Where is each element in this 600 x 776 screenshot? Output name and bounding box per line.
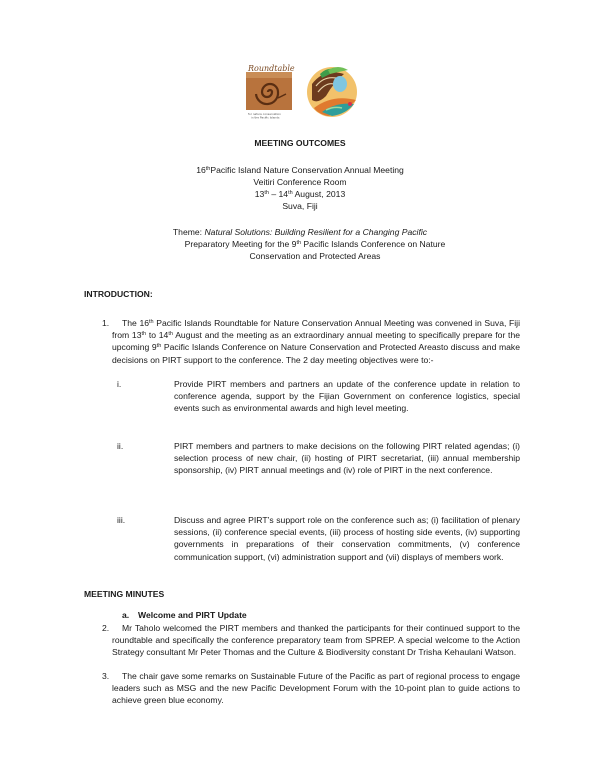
objective-numeral: iii.: [117, 515, 126, 525]
document-title: MEETING OUTCOMES: [254, 138, 346, 148]
meeting-name-text: Pacific Island Nature Conservation Annual Meeting: [210, 165, 404, 175]
ordinal-suffix: th: [141, 331, 147, 338]
objective-text: PIRT members and partners to make decisions on the following PIRT related agendas; (i) selection process of new chair, (ii) hosting of PIRT secretariat, (iii) annual membership sponsorship, (iv) PIRT annual meetings and (iv) role of PIRT in the next conference.: [174, 441, 520, 476]
theme: [0, 226, 600, 238]
preparatory-meeting-line: [160, 238, 470, 262]
objective-numeral: i.: [117, 379, 122, 389]
paragraph-text: The chair gave some remarks on Sustainable Future of the Pacific as part of regional process to engage leaders such as MSG and the new Pacific Development Forum with the 10-point plan to guide actions to achieve green blue economy.: [112, 671, 520, 706]
introduction-heading: INTRODUCTION:: [84, 289, 153, 299]
meeting-minutes-heading: MEETING MINUTES: [84, 589, 165, 599]
text-segment: Pacific Islands Roundtable for Nature Conservation Annual Meeting was convened in Suva, Fiji from 13: [112, 318, 520, 341]
subsection-title: Welcome and PIRT Update: [138, 610, 247, 620]
objective-item: [117, 440, 520, 477]
minutes-paragraph: [102, 670, 520, 707]
venue: Veitiri Conference Room: [253, 177, 347, 187]
subsection-letter: a.: [122, 610, 130, 620]
date-month-year: August, 2013: [292, 189, 346, 199]
date-start: 13: [254, 189, 265, 199]
paragraph-text: Mr Taholo welcomed the PIRT members and thanked the participants for their continued support to the roundtable and specifically the conference preparatory team from SPREP. A special welcome to the Action Strategy consultant Mr Peter Thomas and the Culture & Biodiversity constant Dr Trisha Kehaulani Watson.: [112, 623, 520, 658]
text-segment: The 16: [122, 318, 150, 328]
ordinal-suffix: th: [156, 343, 162, 350]
roundtable-logo: [242, 62, 300, 120]
location: Suva, Fiji: [282, 201, 318, 211]
objective-text: Discuss and agree PIRT’s support role on the conference such as; (i) facilitation of plenary sessions, (ii) conference special events, (iii) process of hosting side events, (iv) supporting governments in preparations of their conservation commitments, (v) conference communication support, (vi) administration support and (vii) displays of members work.: [174, 515, 520, 562]
subsection-heading: [122, 609, 247, 621]
theme-label: Theme:: [172, 227, 205, 237]
ordinal-suffix: th: [168, 331, 173, 338]
meeting-name: [0, 164, 600, 176]
meeting-dates: [0, 188, 600, 200]
svg-text:Roundtable: Roundtable: [248, 64, 295, 73]
text-segment: Pacific Islands Conference on Nature Conservation and Protected Areasto discuss and make decisions on PIRT support to the conference. The 2 day meeting objectives were to:-: [112, 342, 520, 365]
prep-rest: Pacific Islands Conference on Nature Conservation and Protected Areas: [249, 239, 446, 262]
svg-text:for nature conservation: for nature conservation: [248, 112, 281, 116]
date-separator: –: [268, 189, 279, 199]
date-start-suffix: th: [264, 190, 269, 196]
text-segment: to 14: [146, 330, 169, 341]
minutes-paragraph: [102, 622, 520, 659]
intro-paragraph-1: [102, 317, 520, 366]
ordinal-suffix: th: [205, 166, 211, 172]
date-end-suffix: th: [288, 190, 293, 196]
svg-text:in the Pacific Islands: in the Pacific Islands: [251, 115, 280, 120]
ordinal-suffix: th: [149, 319, 154, 325]
prep-prefix: Preparatory Meeting for the 9: [184, 239, 297, 249]
paragraph-number: 2.: [102, 623, 110, 633]
theme-text: Natural Solutions: Building Resilient for a Changing Pacific: [204, 227, 428, 237]
objective-text: Provide PIRT members and partners an update of the conference update in relation to conference agenda, support by the Fijian Government on conference logistics, special events such as environmental awards and high level meeting.: [174, 379, 520, 414]
logos: [242, 62, 367, 120]
text-segment: August and the meeting as an extraordinary annual meeting to specifically prepare for the upcoming 9: [112, 330, 520, 353]
objective-numeral: ii.: [117, 441, 124, 451]
paragraph-number: 1.: [102, 318, 110, 328]
objective-item: [117, 378, 520, 415]
date-end: 14: [278, 189, 289, 199]
conference-logo: [304, 64, 360, 120]
meeting-ordinal: 16: [196, 165, 206, 175]
objective-item: [117, 514, 520, 563]
paragraph-number: 3.: [102, 671, 110, 681]
prep-suffix: th: [296, 240, 302, 246]
